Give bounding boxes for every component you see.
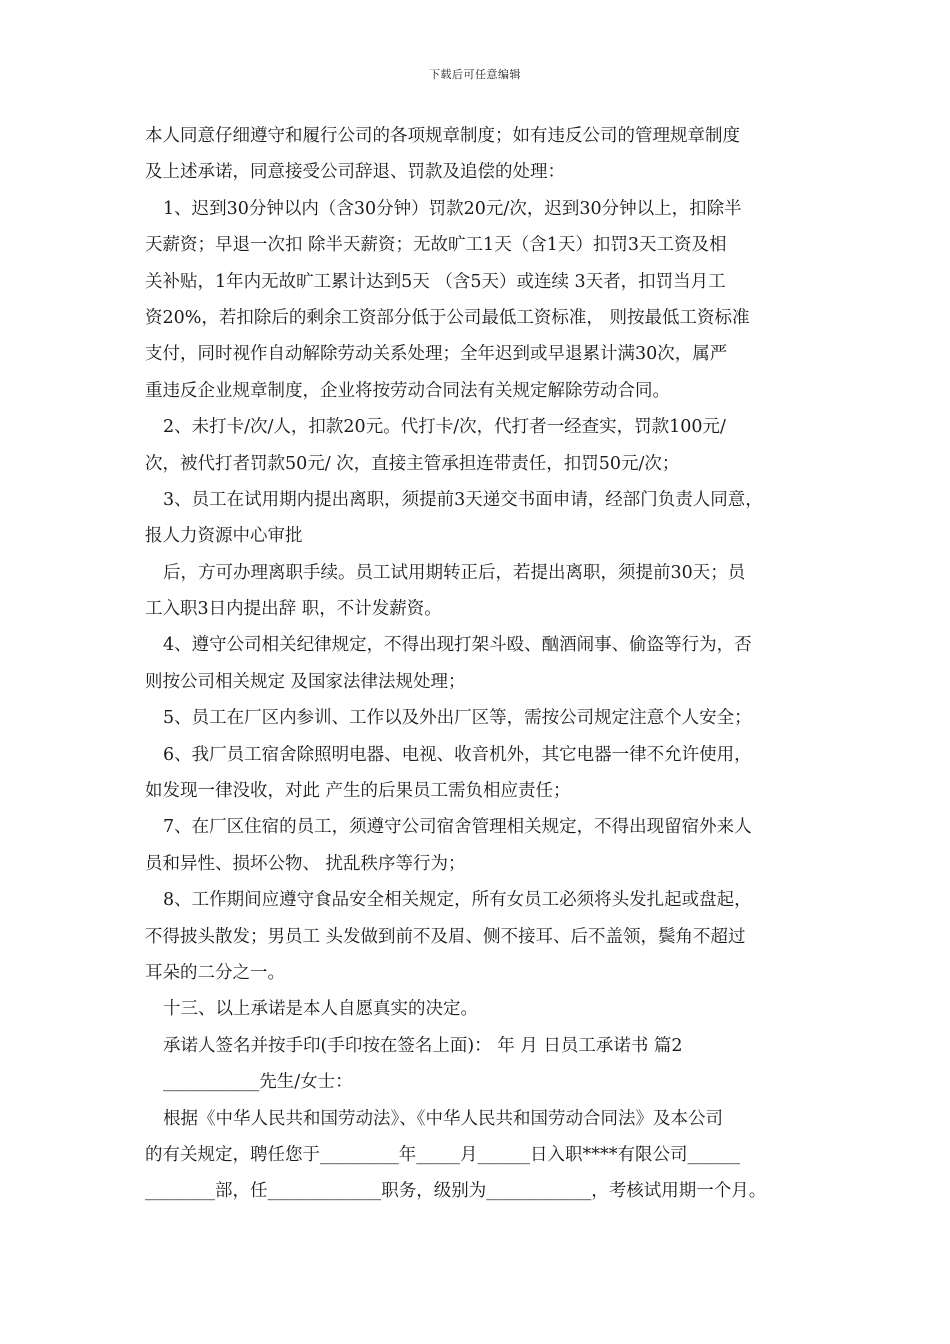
clause-1-line: 1、迟到30分钟以内（含30分钟）罚款20元/次，迟到30分钟以上，扣除半 bbox=[163, 198, 742, 219]
letter-body-line: 的有关规定，聘任您于_________年_____月______日入职****有限公司______ bbox=[145, 1144, 740, 1165]
clause-3-line: 后，方可办理离职手续。员工试用期转正后，若提出离职，须提前30天；员 bbox=[163, 562, 746, 583]
clause-7-line: 员和异性、损坏公物、 扰乱秩序等行为； bbox=[145, 853, 466, 874]
document-body bbox=[145, 118, 825, 1210]
signature-line: 承诺人签名并按手印(手印按在签名上面)： 年 月 日员工承诺书 篇2 bbox=[163, 1035, 683, 1056]
clause-7-line: 7、在厂区住宿的员工，须遵守公司宿舍管理相关规定，不得出现留宿外来人 bbox=[163, 817, 752, 838]
paragraph-line: 及上述承诺，同意接受公司辞退、罚款及追偿的处理： bbox=[145, 162, 565, 183]
clause-6-line: 如发现一律没收，对此 产生的后果员工需负相应责任； bbox=[145, 781, 571, 802]
clause-1-line: 关补贴，1年内无故旷工累计达到5天 （含5天）或连续 3天者，扣罚当月工 bbox=[145, 271, 726, 292]
clause-13-line: 十三、以上承诺是本人自愿真实的决定。 bbox=[163, 999, 478, 1020]
salutation-line: ___________先生/女士： bbox=[163, 1072, 353, 1093]
clause-2-line: 次，被代打者罚款50元/ 次，直接主管承担连带责任，扣罚50元/次； bbox=[145, 453, 680, 474]
clause-5-line: 5、员工在厂区内参训、工作以及外出厂区等，需按公司规定注意个人安全； bbox=[163, 708, 752, 729]
clause-1-line: 资20%，若扣除后的剩余工资部分低于公司最低工资标准， 则按最低工资标准 bbox=[145, 307, 750, 328]
letter-body-line: ________部，任_____________职务，级别为____________，考核试用期一个月。 bbox=[145, 1181, 767, 1202]
clause-6-line: 6、我厂员工宿舍除照明电器、电视、收音机外，其它电器一律不允许使用， bbox=[163, 744, 752, 765]
clause-8-line: 8、工作期间应遵守食品安全相关规定，所有女员工必须将头发扎起或盘起， bbox=[163, 890, 752, 911]
clause-1-line: 重违反企业规章制度，企业将按劳动合同法有关规定解除劳动合同。 bbox=[145, 380, 670, 401]
clause-1-line: 支付，同时视作自动解除劳动关系处理；全年迟到或早退累计满30次，属严 bbox=[145, 344, 728, 365]
page-header: 下载后可任意编辑 bbox=[429, 68, 521, 81]
clause-3-line: 3、员工在试用期内提出离职，须提前3天递交书面申请，经部门负责人同意， bbox=[163, 489, 763, 510]
clause-3-line: 报人力资源中心审批 bbox=[145, 526, 303, 547]
clause-1-line: 天薪资；早退一次扣 除半天薪资；无故旷工1天（含1天）扣罚3天工资及相 bbox=[145, 235, 727, 256]
clause-4-line: 则按公司相关规定 及国家法律法规处理； bbox=[145, 671, 466, 692]
letter-body-line: 根据《中华人民共和国劳动法》、《中华人民共和国劳动合同法》及本公司 bbox=[163, 1108, 723, 1129]
clause-2-line: 2、未打卡/次/人，扣款20元。代打卡/次，代打者一经查实，罚款100元/ bbox=[163, 417, 726, 438]
clause-3-line: 工入职3日内提出辞 职，不计发薪资。 bbox=[145, 599, 442, 620]
clause-4-line: 4、遵守公司相关纪律规定，不得出现打架斗殴、酗酒闹事、偷盗等行为，否 bbox=[163, 635, 752, 656]
clause-8-line: 耳朵的二分之一。 bbox=[145, 962, 285, 983]
paragraph-line: 本人同意仔细遵守和履行公司的各项规章制度；如有违反公司的管理规章制度 bbox=[145, 126, 740, 146]
clause-8-line: 不得披头散发；男员工 头发做到前不及眉、侧不接耳、后不盖领，鬓角不超过 bbox=[145, 926, 746, 947]
